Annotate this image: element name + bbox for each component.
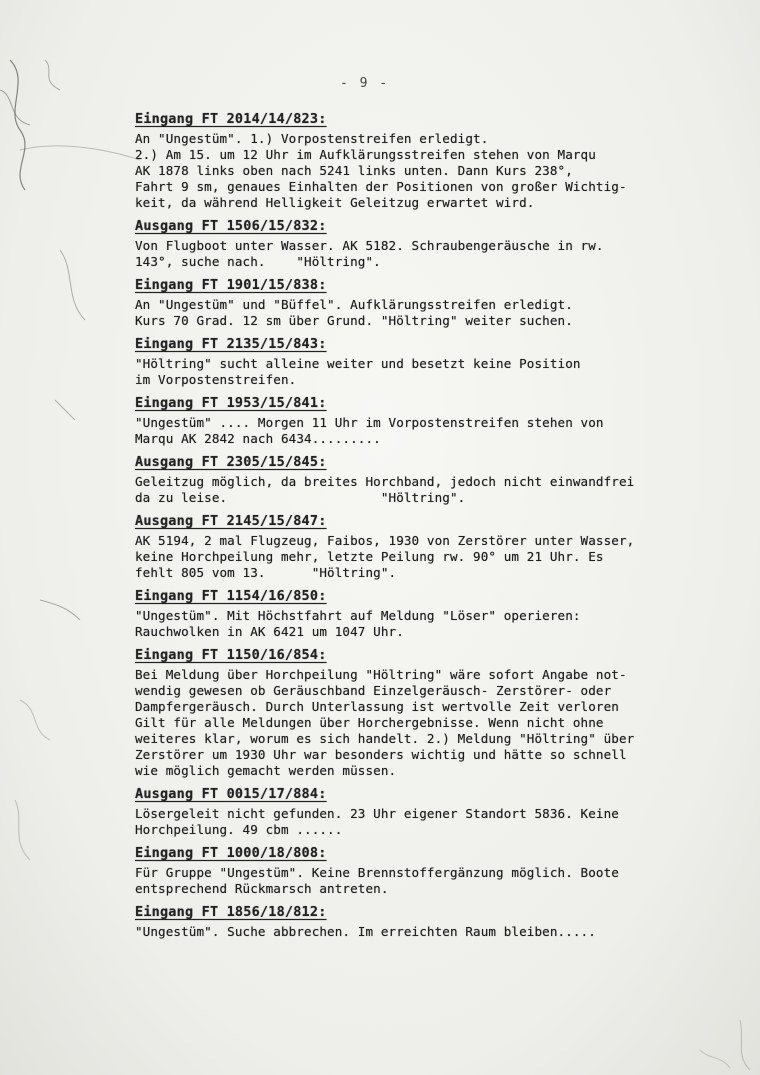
message-heading: Eingang FT 1953/15/841: (135, 395, 327, 411)
message-heading: Ausgang FT 2305/15/845: (135, 454, 327, 470)
message-body: "Ungestüm". Suche abbrechen. Im erreichten Raum bleiben..... (135, 924, 596, 939)
message-heading: Ausgang FT 2145/15/847: (135, 513, 327, 529)
message-entry (135, 644, 753, 779)
message-heading: Eingang FT 1856/18/812: (135, 904, 327, 920)
message-body: "Ungestüm". Mit Höchstfahrt auf Meldung "Löser" operieren: Rauchwolken in AK 6421 um 1047 Uhr. (135, 608, 581, 639)
message-body: Geleitzug möglich, da breites Horchband, jedoch nicht einwandfrei da zu leise. "Höltring". (135, 474, 635, 505)
message-heading: Eingang FT 1150/16/854: (135, 647, 327, 663)
message-entry (135, 510, 753, 581)
page-number: - 9 - (340, 76, 390, 91)
message-entry (135, 108, 753, 211)
message-entry (135, 392, 753, 447)
message-entry (135, 333, 753, 388)
message-entry (135, 585, 753, 640)
message-body: Von Flugboot unter Wasser. AK 5182. Schraubengeräusche in rw. 143°, suche nach. "Höltring". (135, 238, 604, 269)
message-log (135, 108, 753, 944)
message-heading: Eingang FT 2014/14/823: (135, 111, 327, 127)
message-body: An "Ungestüm" und "Büffel". Aufklärungsstreifen erledigt. Kurs 70 Grad. 12 sm über Grund. "Höltring" weiter suchen. (135, 297, 573, 328)
message-heading: Eingang FT 1000/18/808: (135, 845, 327, 861)
message-body: "Ungestüm" .... Morgen 11 Uhr im Vorpostenstreifen stehen von Marqu AK 2842 nach 6434......... (135, 415, 604, 446)
message-body: Bei Meldung über Horchpeilung "Höltring" wäre sofort Angabe not- wendig gewesen ob Geräuschband Einzelgeräusch- Zerstörer- oder Dampfergeräusch. Durch Unterlassung ist wertvolle Zeit verloren Gilt für alle Meldungen über Horchergebnisse. Wenn nicht ohne weiteres klar, worum es sich handelt. 2.) Meldung "Höltring" über Zerstörer um 1930 Uhr war besonders wichtig und hätte so schnell wie möglich gemacht werden müssen. (135, 667, 635, 778)
message-body: Lösergeleit nicht gefunden. 23 Uhr eigener Standort 5836. Keine Horchpeilung. 49 cbm ...... (135, 806, 619, 837)
message-entry (135, 215, 753, 270)
message-heading: Ausgang FT 1506/15/832: (135, 218, 327, 234)
message-entry (135, 274, 753, 329)
message-body: "Höltring" sucht alleine weiter und besetzt keine Position im Vorpostenstreifen. (135, 356, 581, 387)
message-body: AK 5194, 2 mal Flugzeug, Faibos, 1930 von Zerstörer unter Wasser, keine Horchpeilung mehr, letzte Peilung rw. 90° um 21 Uhr. Es fehlt 805 vom 13. "Höltring". (135, 533, 635, 580)
message-entry (135, 783, 753, 838)
message-heading: Ausgang FT 0015/17/884: (135, 786, 327, 802)
message-entry (135, 901, 753, 940)
message-heading: Eingang FT 1154/16/850: (135, 588, 327, 604)
message-entry (135, 842, 753, 897)
message-body: An "Ungestüm". 1.) Vorpostenstreifen erledigt. 2.) Am 15. um 12 Uhr im Aufklärungsstreifen stehen von Marqu AK 1878 links oben nach 5241 links unten. Dann Kurs 238°, Fahrt 9 sm, genaues Einhalten der Positionen von großer Wichtig- keit, da während Helligkeit Geleitzug erwartet wird. (135, 131, 627, 210)
message-heading: Eingang FT 2135/15/843: (135, 336, 327, 352)
message-entry (135, 451, 753, 506)
message-heading: Eingang FT 1901/15/838: (135, 277, 327, 293)
message-body: Für Gruppe "Ungestüm". Keine Brennstoffergänzung möglich. Boote entsprechend Rückmarsch antreten. (135, 865, 619, 896)
